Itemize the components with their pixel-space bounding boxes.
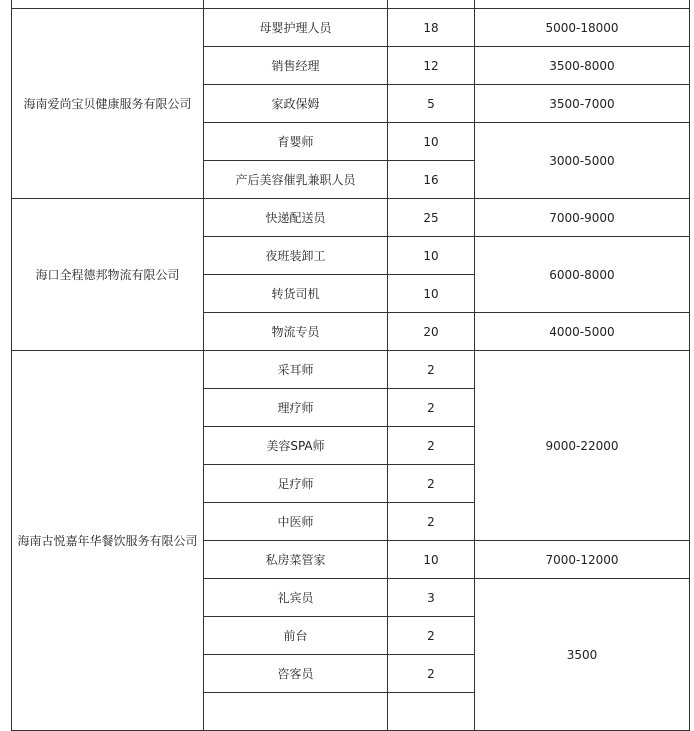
- job-count: 2: [388, 655, 475, 693]
- company-name: 海口全程德邦物流有限公司: [12, 199, 204, 351]
- job-count: 10: [388, 541, 475, 579]
- company-name: 海南爱尚宝贝健康服务有限公司: [12, 9, 204, 199]
- job-salary: 4000-5000: [475, 313, 690, 351]
- job-count: 16: [388, 161, 475, 199]
- job-salary: 3500-7000: [475, 85, 690, 123]
- job-title: 育婴师: [204, 123, 388, 161]
- table-row-partial-top: [12, 0, 690, 9]
- company-name: 海南古悦嘉年华餐饮服务有限公司: [12, 351, 204, 731]
- job-title: 足疗师: [204, 465, 388, 503]
- job-count: 2: [388, 617, 475, 655]
- job-count: 25: [388, 199, 475, 237]
- job-salary: 7000-12000: [475, 541, 690, 579]
- job-title: 快递配送员: [204, 199, 388, 237]
- job-salary: 7000-9000: [475, 199, 690, 237]
- job-title: 产后美容催乳兼职人员: [204, 161, 388, 199]
- job-count: 2: [388, 389, 475, 427]
- job-count: 2: [388, 427, 475, 465]
- cell-empty: [388, 693, 475, 731]
- job-salary: 3500-8000: [475, 47, 690, 85]
- job-count: 10: [388, 237, 475, 275]
- job-salary: 9000-22000: [475, 351, 690, 541]
- job-count: 2: [388, 351, 475, 389]
- job-title: 美容SPA师: [204, 427, 388, 465]
- job-title: 礼宾员: [204, 579, 388, 617]
- job-count: 2: [388, 465, 475, 503]
- table-row: [12, 9, 690, 47]
- job-count: 20: [388, 313, 475, 351]
- job-title: 家政保姆: [204, 85, 388, 123]
- job-title: 中医师: [204, 503, 388, 541]
- job-count: 12: [388, 47, 475, 85]
- job-title: 前台: [204, 617, 388, 655]
- table-row: [12, 351, 690, 389]
- job-count: 3: [388, 579, 475, 617]
- cell-empty: [12, 0, 204, 9]
- job-title: 母婴护理人员: [204, 9, 388, 47]
- job-count: 18: [388, 9, 475, 47]
- job-title: 物流专员: [204, 313, 388, 351]
- job-title: 夜班装卸工: [204, 237, 388, 275]
- job-table: [11, 0, 690, 731]
- job-count: 2: [388, 503, 475, 541]
- job-count: 5: [388, 85, 475, 123]
- job-salary: 5000-18000: [475, 9, 690, 47]
- job-title: 理疗师: [204, 389, 388, 427]
- job-salary: 3000-5000: [475, 123, 690, 199]
- table-row: [12, 199, 690, 237]
- job-title: 采耳师: [204, 351, 388, 389]
- job-title: 销售经理: [204, 47, 388, 85]
- job-count: 10: [388, 275, 475, 313]
- cell-empty: [388, 0, 475, 9]
- cell-empty: [204, 0, 388, 9]
- job-title: 转货司机: [204, 275, 388, 313]
- job-title: 咨客员: [204, 655, 388, 693]
- job-count: 10: [388, 123, 475, 161]
- cell-empty: [475, 0, 690, 9]
- job-title: 私房菜管家: [204, 541, 388, 579]
- job-salary: 6000-8000: [475, 237, 690, 313]
- cell-empty: [204, 693, 388, 731]
- job-salary: 3500: [475, 579, 690, 731]
